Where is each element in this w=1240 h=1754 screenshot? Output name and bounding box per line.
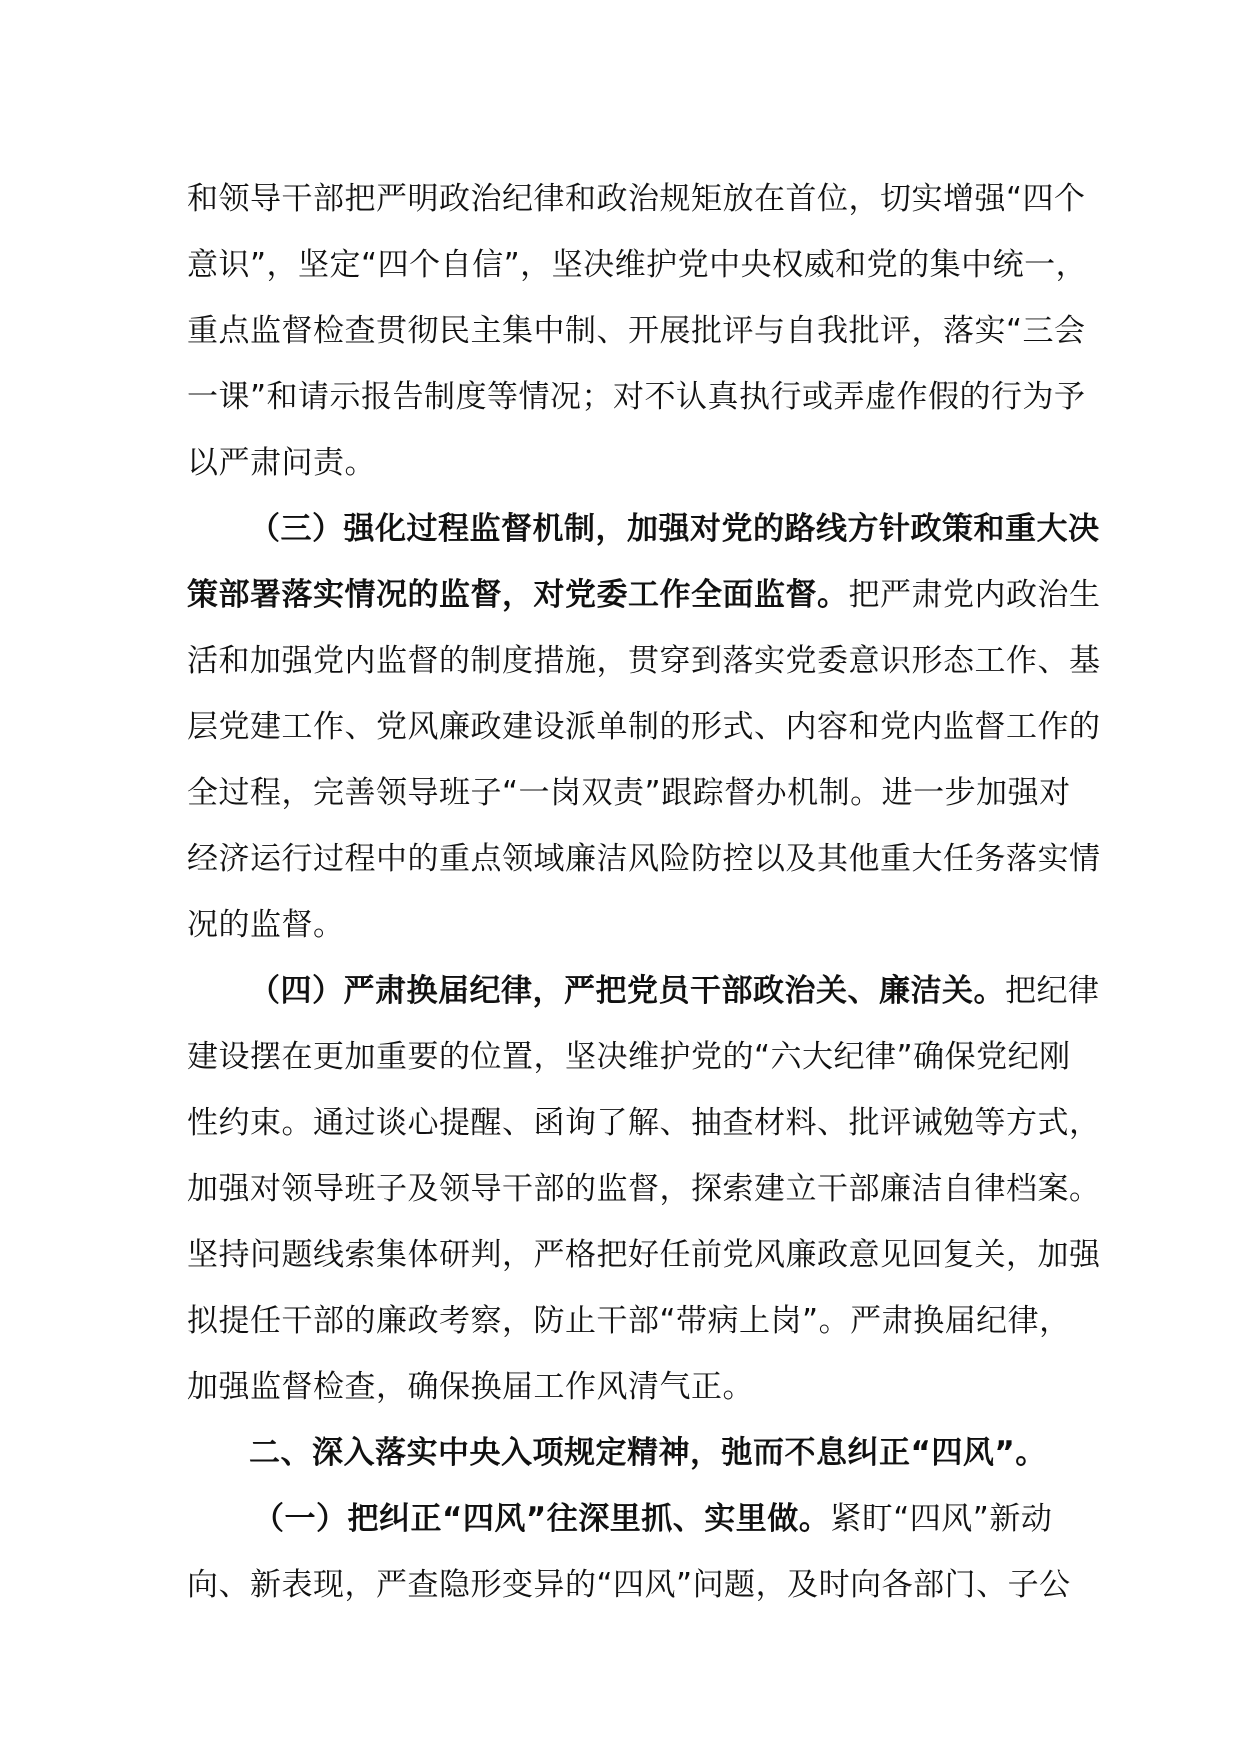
text-run: 坚持问题线索集体研判，严格把好任前党风廉政意见回复关，加强 <box>187 1237 1101 1273</box>
text-line <box>187 892 1057 958</box>
text-run: 性约束。通过谈心提醒、函询了解、抽查材料、批评诫勉等方式， <box>187 1105 1101 1141</box>
text-run: 把纪律 <box>1005 973 1100 1009</box>
text-line <box>187 1222 1101 1288</box>
text-run: 全过程，完善领导班子“一岗双责”跟踪督办机制。进一步加强对 <box>187 775 1071 811</box>
text-run: 以严肃问责。 <box>187 445 376 481</box>
heading-text: （四）严肃换届纪律，严把党员干部政治关、廉洁关。 <box>249 973 1005 1009</box>
text-run: 经济运行过程中的重点领域廉洁风险防控以及其他重大任务落实情 <box>187 841 1101 877</box>
text-run: 活和加强党内监督的制度措施，贯穿到落实党委意识形态工作、基 <box>187 643 1101 679</box>
text-run: 重点监督检查贯彻民主集中制、开展批评与自我批评，落实“三会 <box>187 313 1086 349</box>
text-run: 拟提任干部的廉政考察，防止干部“带病上岗”。严肃换届纪律， <box>187 1303 1071 1339</box>
text-run: 把严肃党内政治生 <box>848 577 1101 613</box>
text-line <box>187 166 1086 232</box>
text-run: 加强对领导班子及领导干部的监督，探索建立干部廉洁自律档案。 <box>187 1171 1101 1207</box>
subsection-heading-3 <box>187 496 1100 562</box>
text-run: 意识”，坚定“四个自信”，坚决维护党中央权威和党的集中统一， <box>187 247 1088 283</box>
text-run: 况的监督。 <box>187 907 345 943</box>
text-line <box>187 760 1071 826</box>
text-line <box>187 628 1101 694</box>
text-line <box>187 232 1088 298</box>
text-run: 向、新表现，严查隐形变异的“四风”问题，及时向各部门、子公 <box>187 1567 1071 1603</box>
text-line <box>187 694 1101 760</box>
section-heading-2 <box>187 1420 1057 1486</box>
text-run: 建设摆在更加重要的位置，坚决维护党的“六大纪律”确保党纪刚 <box>187 1039 1071 1075</box>
text-line <box>187 562 1101 628</box>
text-line <box>187 1552 1071 1618</box>
text-run: 加强监督检查，确保换届工作风清气正。 <box>187 1369 754 1405</box>
subsection-heading-4 <box>187 958 1100 1024</box>
text-run: 层党建工作、党风廉政建设派单制的形式、内容和党内监督工作的 <box>187 709 1101 745</box>
text-line <box>187 1090 1101 1156</box>
text-line <box>187 430 1057 496</box>
text-run: 紧盯“四风”新动 <box>830 1501 1053 1537</box>
text-line <box>187 1288 1071 1354</box>
text-line <box>187 1354 1057 1420</box>
text-line <box>187 364 1086 430</box>
text-line <box>187 826 1101 892</box>
text-line <box>187 298 1086 364</box>
text-line <box>187 1024 1071 1090</box>
text-run: 和领导干部把严明政治纪律和政治规矩放在首位，切实增强“四个 <box>187 181 1086 217</box>
heading-text: 二、深入落实中央入项规定精神，弛而不息纠正“四风”。 <box>249 1435 1047 1471</box>
document-body <box>187 166 1101 1618</box>
text-line <box>187 1156 1101 1222</box>
subsection-heading-1 <box>187 1486 1057 1552</box>
heading-text: 策部署落实情况的监督，对党委工作全面监督。 <box>187 577 849 613</box>
text-run: 一课”和请示报告制度等情况；对不认真执行或弄虚作假的行为予 <box>187 379 1086 415</box>
heading-text: （三）强化过程监督机制，加强对党的路线方针政策和重大决 <box>249 511 1100 547</box>
heading-text: （一）把纠正“四风”往深里抓、实里做。 <box>253 1501 831 1537</box>
